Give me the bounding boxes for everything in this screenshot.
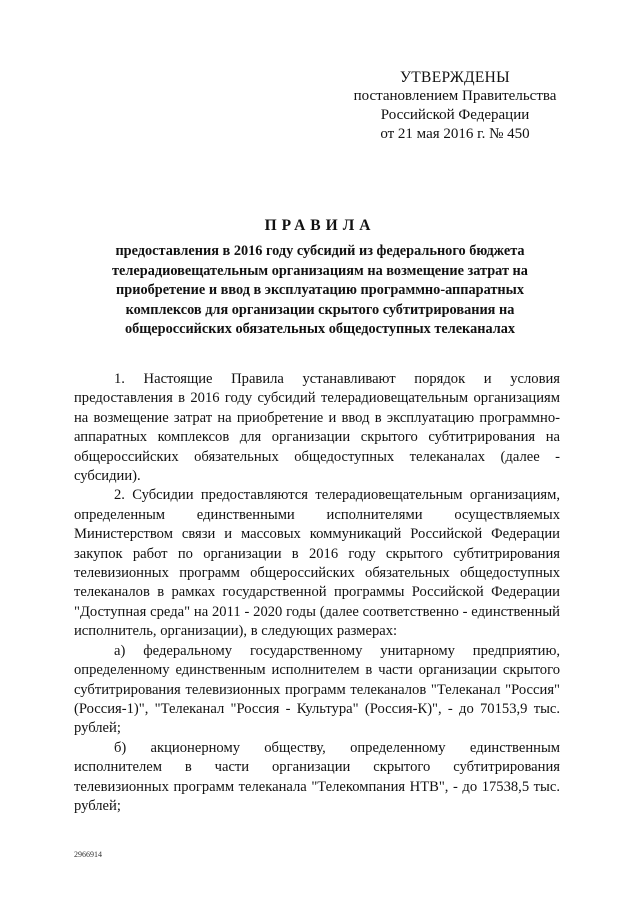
approval-heading: УТВЕРЖДЕНЫ bbox=[400, 69, 510, 86]
approval-line-3: от 21 мая 2016 г. № 450 bbox=[380, 126, 530, 142]
paragraph-2b: б) акционерному обществу, определенному единственным исполнителем в части организации скрытого субтитрирования телевизионных программ телеканала "Телекомпания НТВ", - до 17538,5 тыс. рублей; bbox=[74, 739, 560, 814]
approval-line-1: постановлением Правительства bbox=[353, 88, 557, 104]
document-title: ПРАВИЛА bbox=[264, 217, 376, 234]
approval-line-2: Российской Федерации bbox=[380, 107, 530, 123]
approval-block bbox=[320, 68, 590, 144]
document-body bbox=[74, 370, 560, 816]
document-code: 2966914 bbox=[74, 850, 102, 859]
paragraph-1: 1. Настоящие Правила устанавливают порядок и условия предоставления в 2016 году субсидий телерадиовещательным организациям на возмещение затрат на приобретение и ввод в эксплуатацию программно-аппаратных комплексов для организации скрытого субтитрирования на общероссийских обязательных общедоступных телеканалах (далее - субсидии). bbox=[74, 371, 560, 485]
paragraph-2: 2. Субсидии предоставляются телерадиовещательным организациям, определенным единственными исполнителями осуществляемых Министерством связи и массовых коммуникаций Российской Федерации закупок работ по организации в 2016 году скрытого субтитрирования телевизионных программ общероссийских обязательных общедоступных телеканалов в рамках государственной программы Российской Федерации "Доступная среда" на 2011 - 2020 годы (далее соответственно - единственный исполнитель, организации), в следующих размерах: bbox=[74, 487, 560, 640]
paragraph-2a: а) федеральному государственному унитарному предприятию, определенному единственным исполнителем в части организации скрытого субтитрирования телевизионных программ телеканалов "Телеканал "Россия" (Россия-1)", "Телеканал "Россия - Культура" (Россия-К)", - до 70153,9 тыс. рублей; bbox=[74, 642, 560, 737]
document-subtitle: предоставления в 2016 году субсидий из федерального бюджета телерадиовещательным организациям на возмещение затрат на приобретение и ввод в эксплуатацию программно-аппаратных комплексов для организации скрытого субтитрирования на общероссийских обязательных общедоступных телеканалах bbox=[112, 243, 528, 337]
